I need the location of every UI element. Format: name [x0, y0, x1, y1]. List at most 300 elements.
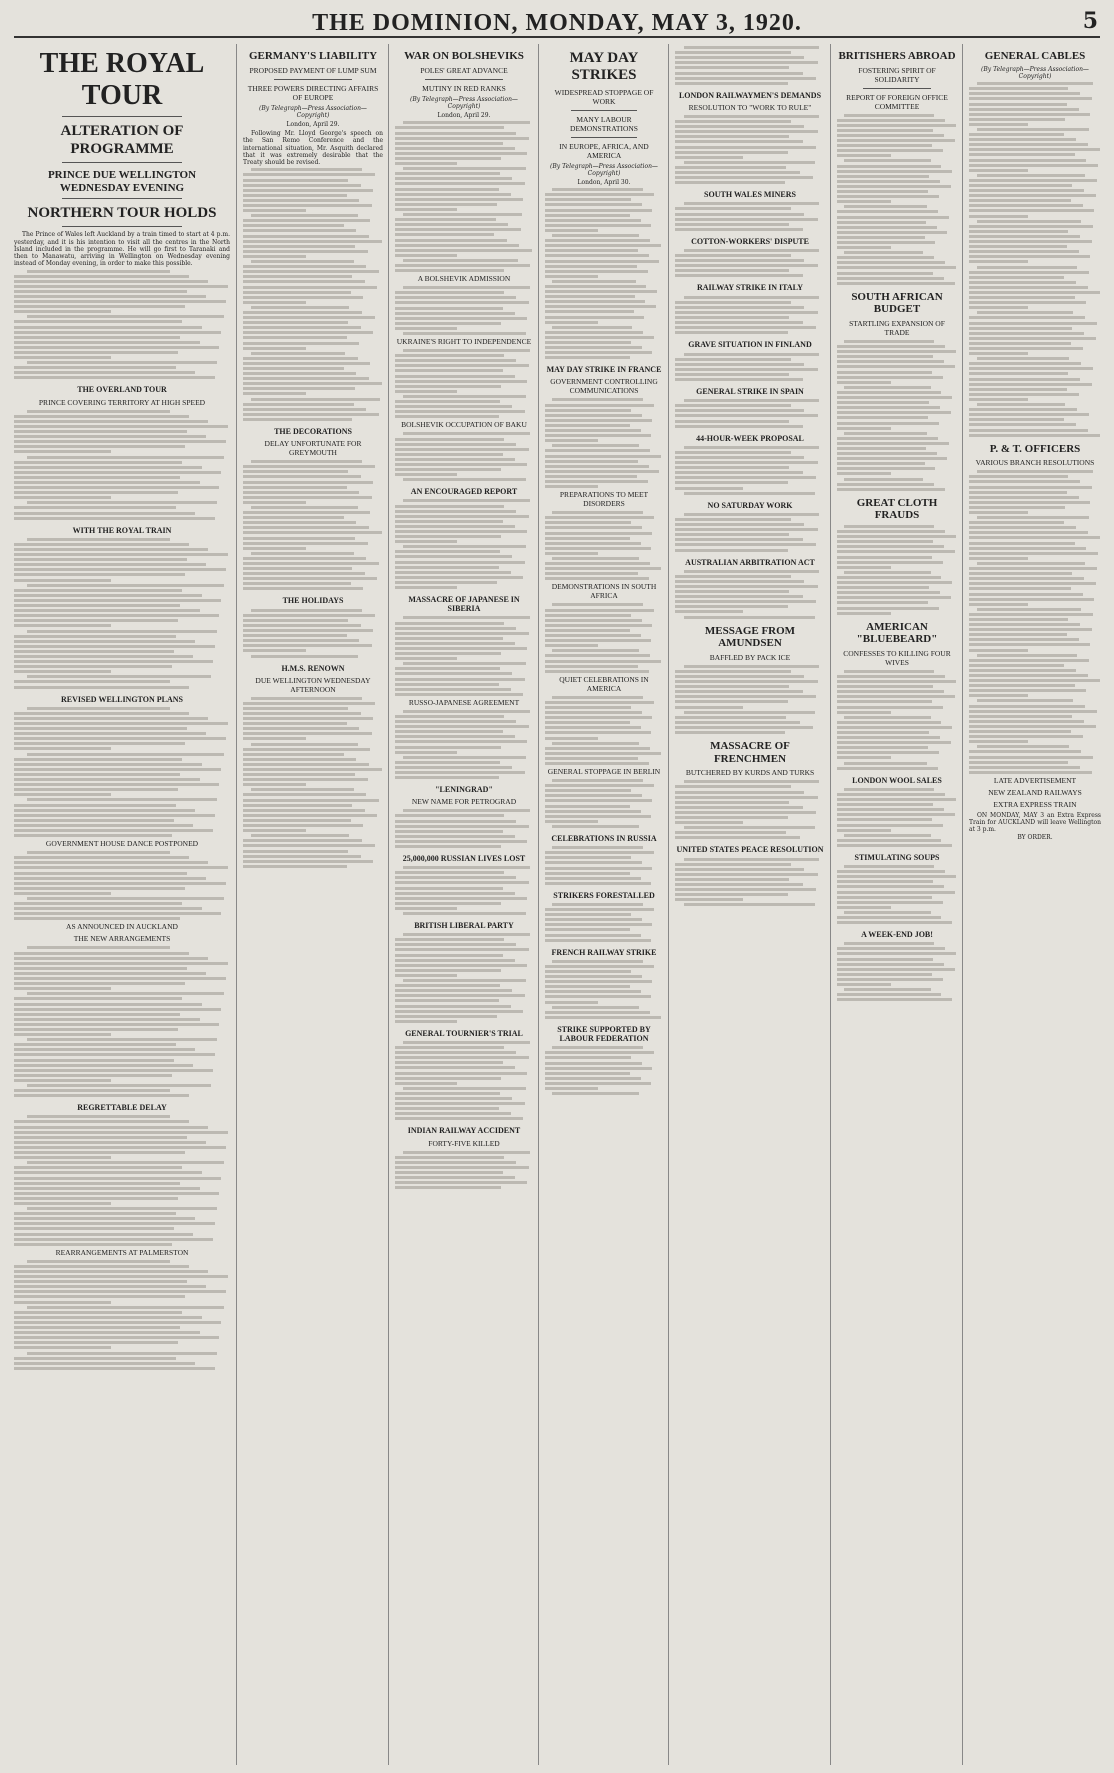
text-line	[395, 137, 529, 140]
text-line	[837, 236, 925, 239]
text-line	[545, 815, 651, 818]
text-line	[545, 716, 652, 719]
text-line	[545, 305, 656, 308]
text-line	[243, 245, 355, 248]
text-line	[837, 756, 891, 759]
subheading: MANY LABOUR DEMONSTRATIONS	[570, 114, 638, 133]
text-line	[675, 120, 791, 123]
text-line	[837, 916, 941, 919]
text-line	[837, 195, 939, 198]
text-line	[837, 457, 947, 460]
body-text-lines	[675, 353, 825, 381]
text-line	[552, 1092, 639, 1095]
text-line	[545, 275, 598, 278]
text-line	[243, 465, 375, 468]
text-line	[552, 444, 639, 447]
subheading: THREE POWERS DIRECTING AFFAIRS OF EUROPE	[247, 83, 379, 102]
text-line	[675, 425, 803, 428]
text-line	[545, 980, 652, 983]
text-line	[675, 821, 743, 824]
text-line	[969, 118, 1065, 121]
text-line	[837, 690, 944, 693]
text-line	[837, 472, 891, 475]
text-line	[545, 861, 642, 864]
text-line	[395, 264, 530, 267]
text-line	[545, 577, 649, 580]
text-line	[14, 1053, 215, 1056]
text-line	[684, 858, 819, 861]
text-line	[552, 1006, 639, 1009]
text-line	[675, 533, 789, 536]
text-line	[545, 404, 654, 407]
text-line	[837, 345, 945, 348]
headline: GENERAL CABLES	[984, 50, 1086, 62]
text-line	[675, 181, 785, 184]
text-line	[844, 911, 930, 914]
text-line	[684, 353, 819, 356]
text-line	[837, 746, 928, 749]
text-line	[395, 632, 529, 635]
body-text-lines	[675, 780, 825, 839]
text-line	[14, 804, 176, 807]
text-line	[545, 1067, 652, 1070]
text-line	[14, 717, 208, 720]
text-line	[14, 1131, 228, 1134]
text-line	[14, 957, 208, 960]
text-line	[837, 813, 955, 816]
subheading: WIDESPREAD STOPPAGE OF WORK	[554, 87, 654, 106]
text-line	[243, 184, 361, 187]
subheading: PRINCE COVERING TERRITORY AT HIGH SPEED	[38, 397, 206, 407]
body-text-lines	[14, 410, 230, 520]
text-line	[675, 816, 788, 819]
text-line	[837, 530, 945, 533]
text-line	[969, 756, 1093, 759]
text-line	[675, 690, 803, 693]
text-line	[395, 208, 457, 211]
body-text-lines	[395, 121, 533, 272]
text-line	[395, 1015, 497, 1018]
text-line	[14, 1212, 176, 1215]
text-line	[251, 834, 349, 837]
headline: 44-HOUR-WEEK PROPOSAL	[696, 433, 804, 443]
headline: WITH THE ROYAL TRAIN	[72, 525, 172, 535]
text-line	[395, 359, 516, 362]
headline: ALTERATION OF PROGRAMME	[60, 123, 184, 157]
text-line	[395, 1066, 515, 1069]
text-line	[395, 667, 500, 670]
text-line	[14, 809, 195, 812]
text-line	[14, 1094, 189, 1097]
text-line	[14, 1187, 200, 1190]
text-line	[675, 785, 791, 788]
text-line	[14, 829, 213, 832]
text-line	[675, 316, 789, 319]
text-line	[675, 523, 804, 526]
subheading: MUTINY IN RED RANKS	[422, 83, 506, 93]
text-line	[14, 1217, 195, 1220]
text-line	[14, 1028, 178, 1031]
text-line	[27, 992, 224, 995]
text-line	[675, 274, 803, 277]
body-text-lines	[675, 665, 825, 734]
text-line	[243, 403, 354, 406]
text-line	[675, 721, 800, 724]
text-line	[977, 266, 1077, 269]
text-line	[552, 234, 639, 237]
text-line	[243, 562, 379, 565]
text-line	[844, 340, 934, 343]
body-text-lines	[675, 202, 825, 230]
text-line	[395, 364, 529, 367]
text-line	[969, 189, 1084, 192]
text-line	[395, 152, 527, 155]
text-line	[545, 665, 638, 668]
text-line	[837, 952, 956, 955]
text-line	[14, 336, 180, 339]
text-line	[675, 731, 785, 734]
text-line	[243, 194, 347, 197]
text-line	[969, 618, 1068, 621]
text-line	[684, 826, 815, 829]
text-line	[552, 649, 639, 652]
headline: GREAT CLOTH FRAUDS	[856, 496, 938, 522]
headline: MESSAGE FROM AMUNDSEN	[704, 624, 796, 650]
text-line	[837, 200, 891, 203]
text-line	[545, 660, 661, 663]
text-line	[14, 1321, 221, 1324]
text-line	[395, 555, 512, 558]
text-line	[243, 783, 306, 786]
text-line	[14, 624, 111, 627]
text-line	[545, 572, 638, 575]
text-line	[837, 365, 955, 368]
text-line	[14, 300, 226, 303]
text-line	[14, 912, 221, 915]
body-text-lines	[837, 942, 957, 1001]
headline: GENERAL TOURNIER'S TRIAL	[405, 1028, 523, 1038]
text-line	[675, 476, 816, 479]
text-line	[14, 1336, 219, 1339]
text-line	[243, 844, 375, 847]
text-line	[243, 372, 356, 375]
text-line	[969, 378, 1080, 381]
text-line	[14, 1141, 206, 1144]
text-line	[14, 609, 200, 612]
text-line	[395, 468, 501, 471]
text-line	[395, 540, 457, 543]
body-text-lines	[545, 903, 663, 942]
headline: AMERICAN "BLUEBEARD"	[856, 620, 938, 646]
text-line	[675, 254, 791, 257]
text-line	[395, 1061, 503, 1064]
subheading: EXTRA EXPRESS TRAIN	[993, 799, 1077, 809]
text-line	[969, 506, 1065, 509]
text-line	[395, 581, 497, 584]
text-line	[837, 566, 891, 569]
text-line	[14, 1227, 174, 1230]
text-line	[243, 413, 379, 416]
text-line	[969, 143, 1088, 146]
text-line	[837, 467, 935, 470]
text-line	[545, 1062, 642, 1065]
text-line	[969, 296, 1075, 299]
text-line	[243, 547, 306, 550]
headline: MAY DAY STRIKES	[569, 50, 639, 84]
text-line	[251, 214, 357, 217]
text-line	[675, 176, 813, 179]
text-line	[395, 642, 515, 645]
text-line	[675, 404, 791, 407]
headline: BRITISH LIBERAL PARTY	[414, 921, 514, 930]
text-line	[14, 614, 219, 617]
text-line	[545, 784, 654, 787]
text-line	[395, 505, 504, 508]
text-line	[675, 898, 743, 901]
text-line	[675, 791, 804, 794]
text-line	[545, 295, 635, 298]
subheading: DEMONSTRATIONS IN SOUTH AFRICA	[551, 582, 657, 601]
text-line	[837, 586, 929, 589]
text-line	[675, 873, 818, 876]
text-line	[844, 159, 930, 162]
divider	[62, 226, 183, 227]
text-line	[243, 291, 351, 294]
text-line	[969, 235, 1080, 238]
text-line	[243, 270, 379, 273]
text-line	[243, 582, 351, 585]
text-line	[969, 113, 1090, 116]
text-line	[844, 251, 923, 254]
text-line	[14, 1177, 221, 1180]
text-line	[243, 758, 356, 761]
text-line	[969, 587, 1071, 590]
text-line	[675, 461, 818, 464]
text-line	[977, 654, 1077, 657]
text-line	[403, 809, 530, 812]
text-line	[837, 993, 941, 996]
text-line	[395, 473, 457, 476]
text-line	[837, 685, 933, 688]
text-line	[837, 246, 891, 249]
text-line	[675, 373, 789, 376]
headline: LONDON WOOL SALES	[852, 775, 942, 785]
text-line	[684, 492, 815, 495]
text-line	[675, 700, 788, 703]
text-line	[675, 140, 803, 143]
text-line	[395, 380, 527, 383]
text-line	[545, 711, 642, 714]
text-line	[243, 521, 356, 524]
text-line	[14, 1222, 215, 1225]
text-line	[969, 398, 1028, 401]
text-line	[545, 810, 641, 813]
text-line	[837, 371, 932, 374]
text-line	[969, 582, 1096, 585]
text-line	[243, 392, 306, 395]
text-line	[969, 332, 1084, 335]
text-line	[969, 480, 1080, 483]
text-line	[14, 872, 187, 875]
text-line	[395, 871, 504, 874]
text-line	[251, 460, 362, 463]
body-text-lines	[243, 609, 383, 658]
text-line	[545, 975, 642, 978]
text-line	[837, 561, 943, 564]
text-line	[969, 215, 1028, 218]
text-line	[14, 445, 185, 448]
text-line	[837, 808, 944, 811]
text-line	[243, 204, 372, 207]
subheading: THE NEW ARRANGEMENTS	[73, 934, 171, 944]
text-line	[675, 590, 789, 593]
text-line	[969, 164, 1098, 167]
text-line	[969, 674, 1088, 677]
text-line	[552, 742, 639, 745]
body-text-lines	[545, 846, 663, 885]
text-line	[27, 1352, 217, 1355]
text-line	[969, 367, 1093, 370]
text-line	[14, 1033, 111, 1036]
text-line	[251, 168, 362, 171]
dateline: London, April 30.	[577, 178, 631, 186]
text-line	[14, 1243, 172, 1246]
text-line	[837, 607, 939, 610]
subheading: REPORT OF FOREIGN OFFICE COMMITTEE	[846, 92, 948, 111]
text-line	[545, 244, 661, 247]
text-line	[403, 286, 530, 289]
text-line	[395, 735, 515, 738]
text-line	[837, 272, 933, 275]
text-line	[243, 557, 366, 560]
text-line	[395, 586, 457, 589]
text-line	[395, 327, 457, 330]
headline: REGRETTABLE DELAY	[77, 1103, 167, 1113]
text-line	[243, 199, 359, 202]
text-line	[395, 647, 527, 650]
article-paragraph: The Prince of Wales left Auckland by a train timed to start at 4 p.m. yesterday, and it is his intention to visit all the centres in the North Island included in the programme. He will go first to Taranaki and then to Manawatu, arriving in Wellington on Wednesday evening instead of Monday evening, in order to make this possible.	[14, 231, 230, 268]
body-text-lines	[545, 779, 663, 828]
headline: THE HOLIDAYS	[282, 596, 344, 606]
text-line	[675, 368, 818, 371]
text-line	[403, 912, 526, 915]
text-line	[395, 1117, 523, 1120]
text-line	[545, 470, 659, 473]
subheading: BUTCHERED BY KURDS AND TURKS	[685, 768, 815, 778]
text-line	[837, 818, 932, 821]
subheading: GOVERNMENT HOUSE DANCE POSTPONED	[45, 839, 199, 849]
column-4	[538, 44, 669, 1765]
text-line	[969, 383, 1092, 386]
text-line	[403, 1041, 530, 1044]
text-line	[969, 669, 1076, 672]
text-line	[969, 276, 1064, 279]
text-line	[243, 639, 359, 642]
text-line	[675, 528, 818, 531]
body-text-lines	[837, 670, 957, 770]
text-line	[837, 391, 941, 394]
text-line	[395, 510, 516, 513]
body-text-lines	[395, 616, 533, 695]
text-line	[977, 220, 1081, 223]
headline: NORTHERN TOUR HOLDS	[27, 205, 217, 222]
text-line	[837, 983, 891, 986]
text-line	[545, 908, 654, 911]
text-line	[545, 644, 598, 647]
text-line	[395, 515, 529, 518]
text-line	[545, 455, 661, 458]
text-line	[837, 829, 891, 832]
text-line	[545, 552, 598, 555]
text-line	[969, 557, 1028, 560]
text-line	[14, 1064, 193, 1067]
text-line	[395, 693, 523, 696]
text-line	[545, 918, 642, 921]
headline: THE OVERLAND TOUR	[77, 385, 167, 395]
text-line	[977, 311, 1073, 314]
text-line	[14, 972, 206, 975]
text-line	[14, 1238, 213, 1241]
text-line	[545, 789, 631, 792]
text-line	[395, 198, 523, 201]
headline: AN ENCOURAGED REPORT	[410, 487, 518, 497]
column-5	[668, 44, 831, 1765]
text-line	[545, 1072, 630, 1075]
body-text-lines	[837, 114, 957, 285]
text-line	[969, 603, 1028, 606]
body-text-lines	[395, 809, 533, 848]
text-line	[675, 61, 818, 64]
text-line	[837, 731, 929, 734]
text-line	[14, 1270, 208, 1273]
text-line	[14, 517, 215, 520]
text-line	[675, 575, 791, 578]
text-line	[395, 1156, 504, 1159]
text-line	[675, 414, 818, 417]
text-line	[14, 425, 228, 428]
text-line	[545, 475, 637, 478]
text-line	[969, 225, 1093, 228]
text-line	[395, 1186, 501, 1189]
text-line	[403, 121, 530, 124]
text-line	[969, 322, 1097, 325]
text-line	[552, 696, 643, 699]
body-text-lines	[395, 432, 533, 481]
text-line	[243, 250, 368, 253]
text-line	[969, 255, 1090, 258]
text-line	[675, 585, 818, 588]
text-line	[243, 839, 362, 842]
text-line	[395, 1010, 523, 1013]
text-line	[395, 657, 457, 660]
subheading: DELAY UNFORTUNATE FOR GREYMOUTH	[264, 439, 362, 458]
text-line	[837, 381, 891, 384]
text-line	[243, 235, 369, 238]
text-line	[243, 542, 368, 545]
text-line	[837, 978, 943, 981]
text-line	[14, 476, 180, 479]
text-line	[395, 312, 515, 315]
text-line	[14, 573, 185, 576]
text-line	[243, 275, 352, 278]
text-line	[545, 856, 631, 859]
text-line	[395, 520, 503, 523]
text-line	[403, 933, 530, 936]
text-line	[969, 740, 1028, 743]
text-line	[969, 486, 1092, 489]
text-line	[837, 241, 935, 244]
text-line	[545, 203, 642, 206]
